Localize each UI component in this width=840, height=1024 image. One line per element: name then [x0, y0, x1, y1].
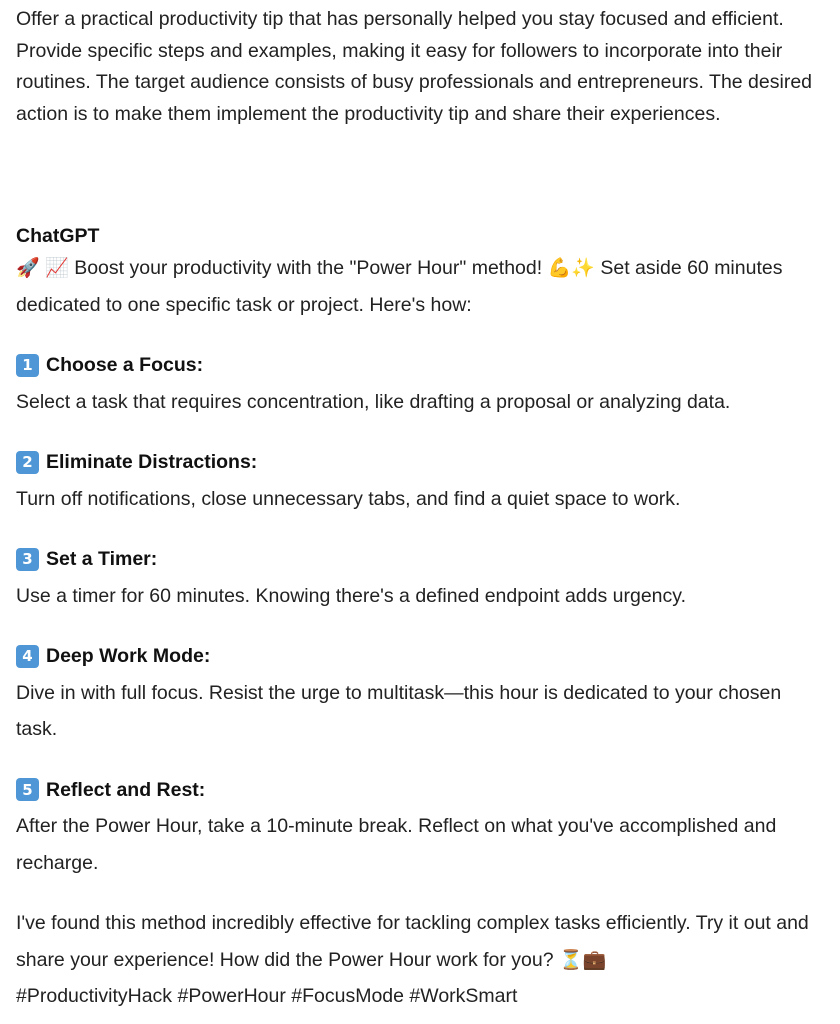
keycap-number-icon: 3 — [16, 548, 39, 571]
response-outro-paragraph — [16, 905, 821, 978]
chart-increasing-icon: 📈 — [45, 257, 69, 279]
hourglass-icon: ⏳ — [559, 948, 583, 971]
step-heading — [16, 541, 821, 578]
step-heading — [16, 444, 821, 481]
step-item — [16, 444, 821, 517]
response-outro-text: I've found this method incredibly effective for tackling complex tasks efficiently. Try it out and share your experience! How did the Power Hour work for you? — [16, 912, 809, 971]
step-heading — [16, 638, 821, 675]
assistant-author-label: ChatGPT — [16, 225, 100, 247]
rocket-icon: 🚀 — [16, 257, 40, 279]
keycap-number-icon: 2 — [16, 451, 39, 474]
user-prompt — [16, 4, 821, 130]
keycap-number-icon: 1 — [16, 354, 39, 377]
sparkles-icon: ✨ — [571, 257, 595, 279]
step-title: Deep Work Mode: — [46, 645, 211, 667]
step-item — [16, 772, 821, 882]
step-item — [16, 638, 821, 748]
step-title: Reflect and Rest: — [46, 778, 206, 801]
hashtags: #ProductivityHack #PowerHour #FocusMode #WorkSmart — [16, 985, 518, 1007]
response-intro-text-continued: Set aside 60 minutes dedicated to one specific task or project. Here's how: — [16, 257, 783, 316]
step-heading — [16, 347, 821, 384]
step-item — [16, 541, 821, 614]
response-intro-text: Boost your productivity with the "Power Hour" method! — [74, 257, 543, 279]
response-outro — [16, 905, 821, 1015]
response-intro — [16, 250, 821, 323]
assistant-response — [16, 222, 821, 1015]
step-title: Choose a Focus: — [46, 354, 204, 376]
keycap-number-icon: 5 — [16, 778, 39, 801]
step-body: Dive in with full focus. Resist the urge to multitask—this hour is dedicated to your chosen task. — [16, 681, 782, 740]
step-title: Set a Timer: — [46, 548, 158, 570]
user-prompt-text: Offer a practical productivity tip that has personally helped you stay focused and efficient. Provide specific steps and examples, making it easy for followers to incorporate into their routines. The target audience consists of busy professionals and entrepreneurs. The desired action is to make them implement the productivity tip and share their experiences. — [16, 8, 813, 125]
step-body: After the Power Hour, take a 10-minute break. Reflect on what you've accomplished and recharge. — [16, 815, 777, 874]
step-body: Select a task that requires concentration, like drafting a proposal or analyzing data. — [16, 390, 731, 413]
briefcase-icon: 💼 — [582, 948, 607, 971]
keycap-number-icon: 4 — [16, 645, 39, 668]
flexed-biceps-icon: 💪 — [547, 257, 572, 279]
step-body: Turn off notifications, close unnecessary tabs, and find a quiet space to work. — [16, 487, 681, 510]
step-item — [16, 347, 821, 420]
step-body: Use a timer for 60 minutes. Knowing there's a defined endpoint adds urgency. — [16, 584, 686, 607]
step-heading — [16, 772, 821, 809]
step-title: Eliminate Distractions: — [46, 451, 258, 473]
